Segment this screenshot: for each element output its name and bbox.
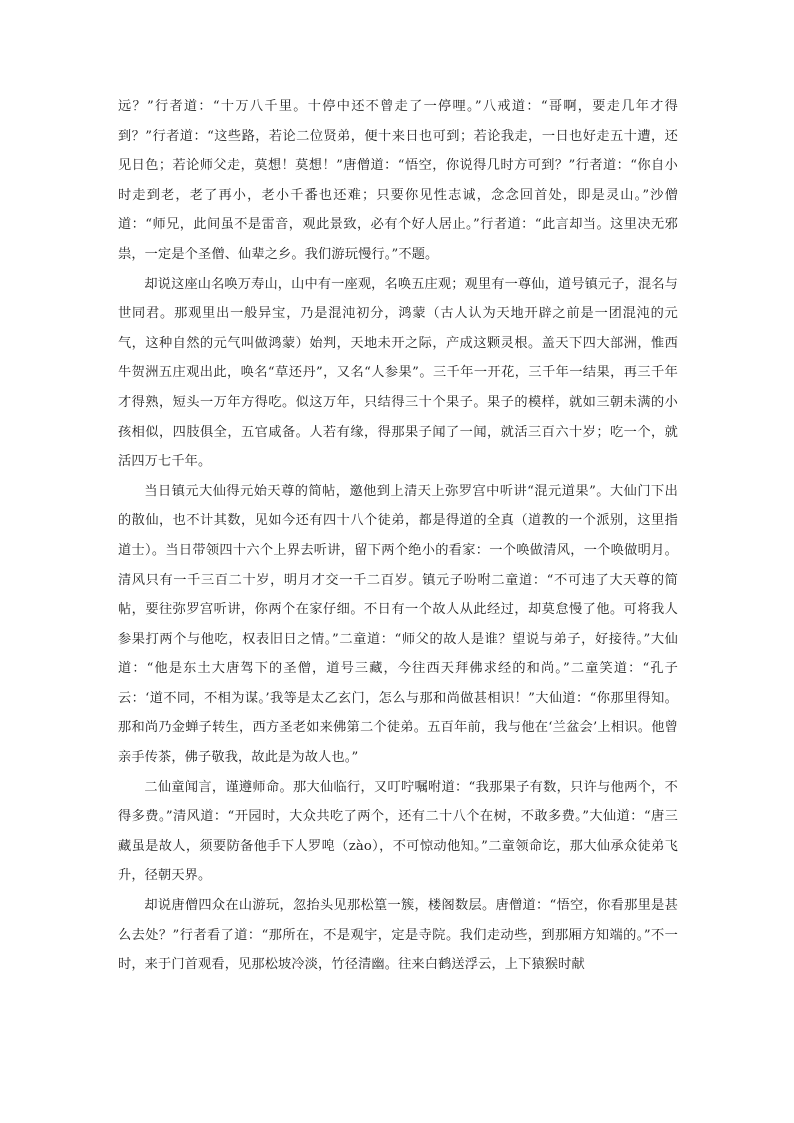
paragraph-3: 当日镇元大仙得元始天尊的简帖，邀他到上清天上弥罗宫中听讲“混元道果”。大仙门下出的散仙，也不计其数，见如今还有四十八个徒弟，都是得道的全真（道教的一个派别，这里指道士）。当日带领四十六个上界去听讲，留下两个绝小的看家：一个唤做清风，一个唤做明月。清风只有一千三百二十岁，明月才交一千二百岁。镇元子吩咐二童道：“不可违了大天尊的简帖，要往弥罗宫听讲，你两个在家仔细。不日有一个故人从此经过，却莫怠慢了他。可将我人参果打两个与他吃，权表旧日之情。”二童道：“师父的故人是谁？望说与弟子，好接待。”大仙道：“他是东土大唐驾下的圣僧，道号三藏，今往西天拜佛求经的和尚。”二童笑道：“孔子云：‘道不同，不相为谋。’我等是太乙玄门，怎么与那和尚做甚相识！”大仙道：“你那里得知。那和尚乃金蝉子转生，西方圣老如来佛第二个徒弟。五百年前，我与他在‘兰盆会’上相识。他曾亲手传茶，佛子敬我，故此是为故人也。”: [118, 483, 678, 766]
paragraph-4: 二仙童闻言，谨遵师命。那大仙临行，又叮咛嘱咐道：“我那果子有数，只许与他两个，不得多费。”清风道：“开园时，大众共吃了两个，还有二十八个在树，不敢多费。”大仙道：“唐三藏虽是故人，须要防备他手下人罗唣（zào），不可惊动他知。”二童领命讫，那大仙承众徒弟飞升，径朝天界。: [118, 779, 678, 884]
document-body: [118, 92, 678, 980]
paragraph-2: 却说这座山名唤万寿山，山中有一座观，名唤五庄观；观里有一尊仙，道号镇元子，混名与世同君。那观里出一般异宝，乃是混沌初分，鸿蒙（古人认为天地开辟之前是一团混沌的元气，这种自然的元气叫做鸿蒙）始判，天地未开之际，产成这颗灵根。盖天下四大部洲，惟西牛贺洲五庄观出此，唤名“草还丹”，又名“人参果”。三千年一开花，三千年一结果，再三千年才得熟，短头一万年方得吃。似这万年，只结得三十个果子。果子的模样，就如三朝未满的小孩相似，四肢俱全，五官咸备。人若有缘，得那果子闻了一闻，就活三百六十岁；吃一个，就活四万七千年。: [118, 276, 678, 470]
paragraph-5: 却说唐僧四众在山游玩，忽抬头见那松篁一簇，楼阁数层。唐僧道：“悟空，你看那里是甚么去处？”行者看了道：“那所在，不是观宇，定是寺院。我们走动些，到那厢方知端的。”不一时，来于门首观看，见那松坡冷淡，竹径清幽。往来白鹤送浮云，上下猿猴时献: [118, 898, 678, 973]
paragraph-1: 远？”行者道：“十万八千里。十停中还不曾走了一停哩。”八戒道：“哥啊，要走几年才得到？”行者道：“这些路，若论二位贤弟，便十来日也可到；若论我走，一日也好走五十遭，还见日色；若论师父走，莫想！莫想！”唐僧道：“悟空，你说得几时方可到？”行者道：“你自小时走到老，老了再小，老小千番也还难；只要你见性志诚，念念回首处，即是灵山。”沙僧道：“师兄，此间虽不是雷音，观此景致，必有个好人居止。”行者道：“此言却当。这里决无邪祟，一定是个圣僧、仙辈之乡。我们游玩慢行。”不题。: [118, 99, 678, 262]
